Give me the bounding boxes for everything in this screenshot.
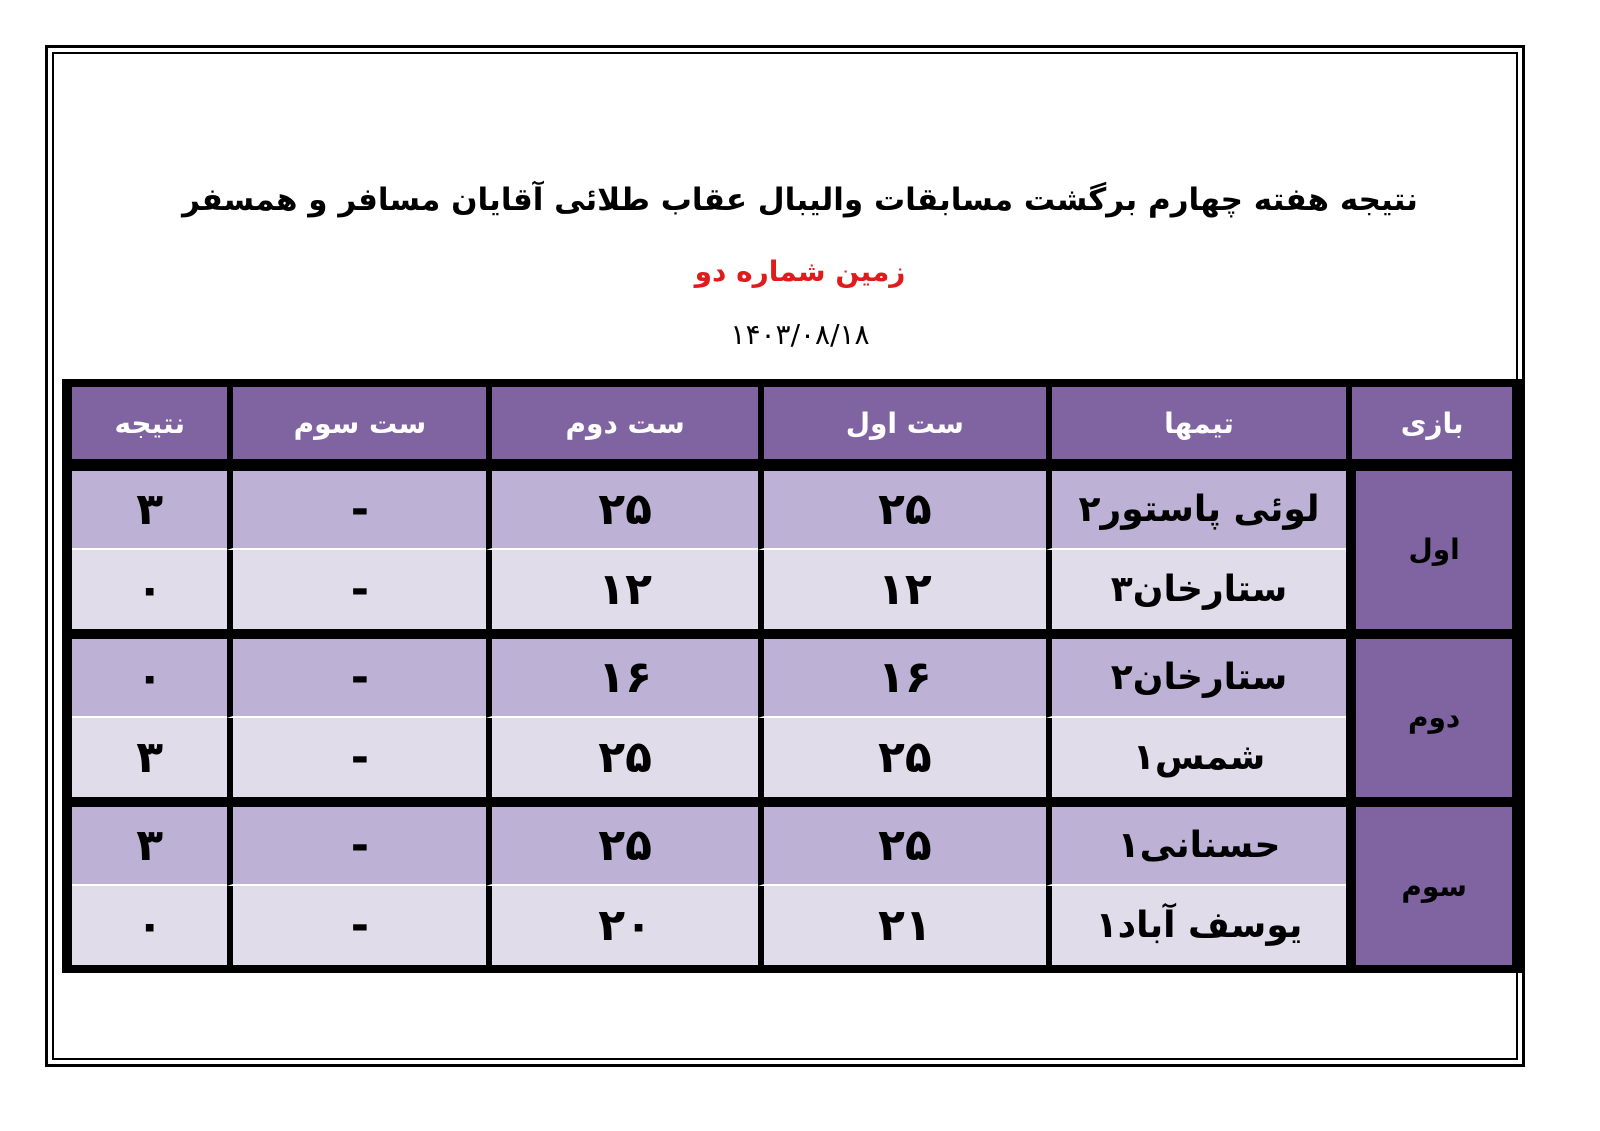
results-table-container [62, 379, 1522, 973]
set3-score: - [227, 550, 486, 629]
set3-score: - [227, 639, 486, 718]
game-label: دوم [1346, 639, 1512, 797]
table-row [72, 639, 1512, 718]
table-row [72, 718, 1512, 797]
set2-score: ۲۵ [486, 471, 757, 550]
set3-score: - [227, 718, 486, 797]
team-name: ستارخان۳ [1046, 550, 1346, 629]
header-set2: ست دوم [486, 387, 757, 471]
set1-score: ۲۵ [758, 718, 1046, 797]
set3-score: - [227, 807, 486, 886]
set3-score: - [227, 471, 486, 550]
game-label: اول [1346, 471, 1512, 629]
header-set3: ست سوم [227, 387, 486, 471]
team-name: یوسف آباد۱ [1046, 886, 1346, 965]
result-score: ۳ [72, 807, 227, 886]
game-label: سوم [1346, 807, 1512, 965]
set1-score: ۱۶ [758, 639, 1046, 718]
team-name: ستارخان۲ [1046, 639, 1346, 718]
row-separator [72, 629, 1512, 639]
header-result: نتیجه [72, 387, 227, 471]
team-name: لوئی پاستور۲ [1046, 471, 1346, 550]
set1-score: ۲۵ [758, 807, 1046, 886]
set1-score: ۱۲ [758, 550, 1046, 629]
team-name: شمس۱ [1046, 718, 1346, 797]
set2-score: ۲۵ [486, 807, 757, 886]
table-row [72, 550, 1512, 629]
row-separator [72, 797, 1512, 807]
table-row [72, 886, 1512, 965]
result-score: ۳ [72, 471, 227, 550]
page-title: نتیجه هفته چهارم برگشت مسابقات والیبال عقاب طلائی آقایان مسافر و همسفر [182, 182, 1418, 218]
header-game: بازی [1346, 387, 1512, 471]
header-teams: تیمها [1046, 387, 1346, 471]
table-row [72, 471, 1512, 550]
table-row [72, 807, 1512, 886]
results-table [72, 387, 1512, 965]
result-score: ۰ [72, 550, 227, 629]
page-date: ۱۴۰۳/۰۸/۱۸ [730, 318, 870, 351]
header-set1: ست اول [758, 387, 1046, 471]
result-score: ۰ [72, 639, 227, 718]
team-name: حسنانی۱ [1046, 807, 1346, 886]
table-header-row [72, 387, 1512, 471]
result-score: ۰ [72, 886, 227, 965]
set2-score: ۲۵ [486, 718, 757, 797]
page-subtitle: زمین شماره دو [694, 255, 906, 288]
set1-score: ۲۵ [758, 471, 1046, 550]
set2-score: ۱۶ [486, 639, 757, 718]
set1-score: ۲۱ [758, 886, 1046, 965]
set2-score: ۲۰ [486, 886, 757, 965]
result-score: ۳ [72, 718, 227, 797]
set2-score: ۱۲ [486, 550, 757, 629]
set3-score: - [227, 886, 486, 965]
